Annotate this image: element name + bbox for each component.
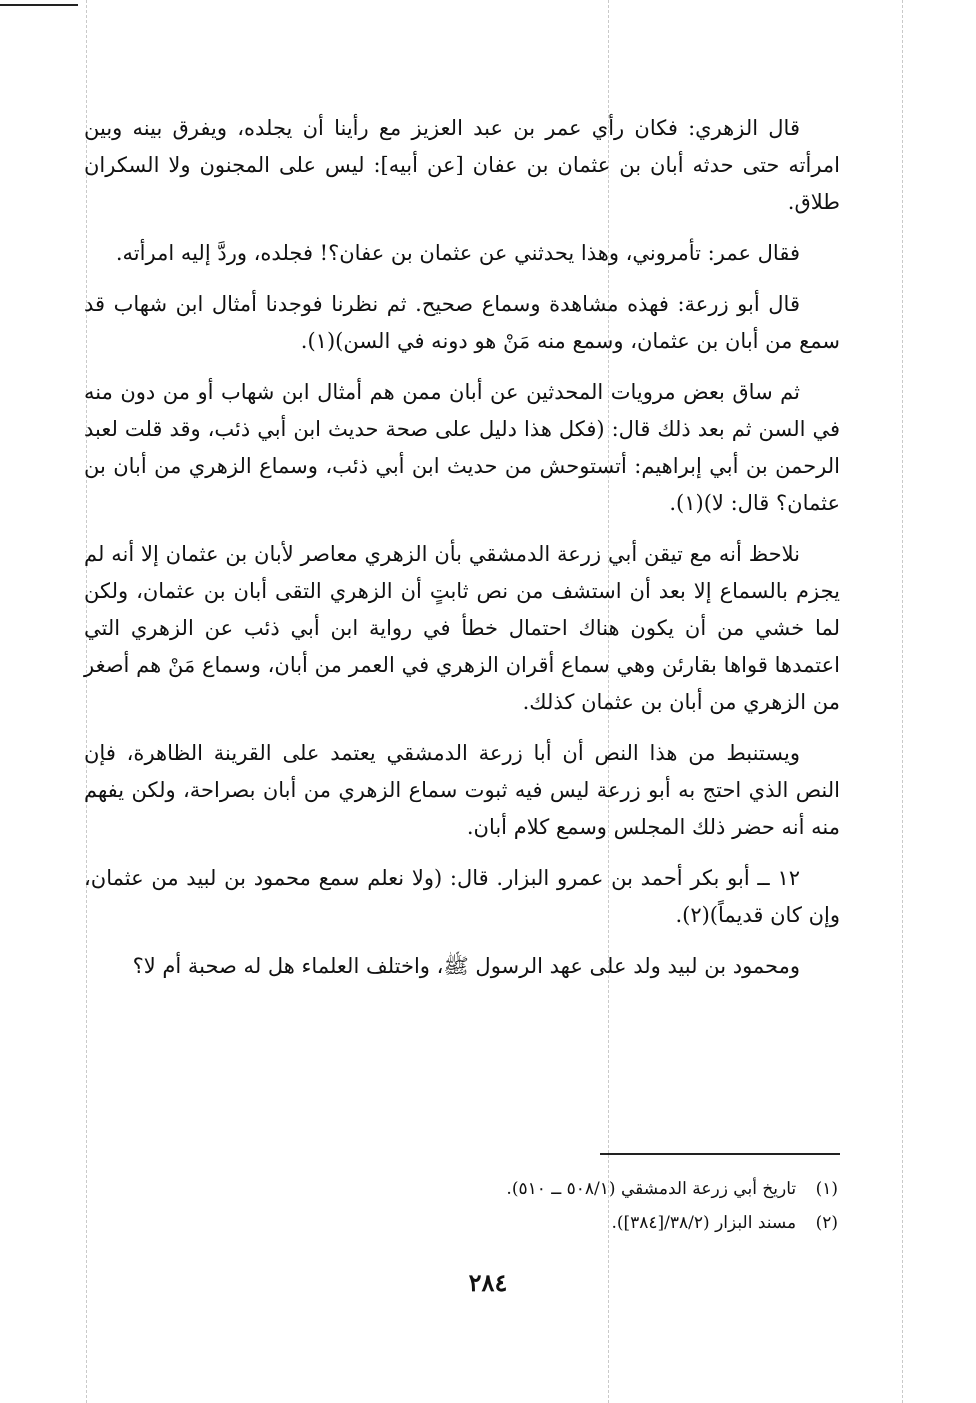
footnote-text: مسند البزار (٣٨/٢/[٣٨٤]). — [611, 1213, 797, 1233]
paragraph: ١٢ ــ أبو بكر أحمد بن عمرو البزار. قال: (ولا نعلم سمع محمود بن لبيد من عثمان، وإن كان قديماً)(٢). — [84, 866, 840, 927]
paragraph: ومحمود بن لبيد ولد على عهد الرسول ﷺ، واختلف العلماء هل له صحبة أم لا؟ — [132, 954, 800, 978]
page-body — [84, 110, 840, 999]
paragraph: فقال عمر: تأمروني، وهذا يحدثني عن عثمان بن عفان؟! فجلده، وردَّ إليه امرأته. — [115, 241, 800, 265]
page-number: ٢٨٤ — [468, 1268, 508, 1297]
footnote-separator — [600, 1153, 840, 1155]
footnote — [84, 1172, 838, 1206]
paragraph: نلاحظ أنه مع تيقن أبي زرعة الدمشقي بأن الزهري معاصر لأبان بن عثمان إلا أنه لم يجزم بالسماع إلا بعد أن استشف من نص ثابتٍ أن الزهري التقى أبان بن عثمان، ولكن لما خشي من أن يكون هناك احتمال خطأ في رواية ابن أبي ذئب عن الزهري التي اعتمدها قواها بقارئن وهي سماع أقران الزهري في العمر من أبان، وسماع مَنْ هم أصغر من الزهري من أبان بن عثمان كذلك. — [84, 542, 840, 714]
paragraph: ثم ساق بعض مرويات المحدثين عن أبان ممن هم أمثال ابن شهاب أو من دون منه في السن ثم بعد ذلك قال: (فكل هذا دليل على صحة حديث ابن أبي ذئب، وقد قلت لعبد الرحمن بن أبي إبراهيم: أتستوحش من حديث ابن أبي ذئب، وسماع الزهري من أبان بن عثمان؟ قال: لا)(١). — [84, 380, 840, 515]
footnote — [84, 1206, 838, 1240]
paragraph: ويستنبط من هذا النص أن أبا زرعة الدمشقي يعتمد على القرينة الظاهرة، فإن النص الذي احتج به أبو زرعة ليس فيه ثبوت سماع الزهري من أبان بصراحة، ولكن يفهم منه أنه حضر ذلك المجلس وسمع كلام أبان. — [84, 741, 840, 839]
footnotes — [84, 1172, 838, 1240]
footnote-number: (٢) — [815, 1213, 838, 1233]
footnote-number: (١) — [815, 1179, 838, 1199]
top-corner-rule — [0, 4, 78, 6]
scan-artifact-line — [902, 0, 903, 1403]
paragraph: قال الزهري: فكان رأي عمر بن عبد العزيز مع رأينا أن يجلده، ويفرق بينه وبين امرأته حتى حدثه أبان بن عثمان بن عفان [عن أبيه]: ليس على المجنون ولا السكران طلاق. — [84, 116, 840, 214]
paragraph: قال أبو زرعة: فهذه مشاهدة وسماع صحيح. ثم نظرنا فوجدنا أمثال ابن شهاب قد سمع من أبان بن عثمان، وسمع منه مَنْ هو دونه في السن)(١). — [84, 292, 840, 353]
footnote-text: تاريخ أبي زرعة الدمشقي (٥٠٨/١ ــ ٥١٠). — [506, 1179, 797, 1199]
